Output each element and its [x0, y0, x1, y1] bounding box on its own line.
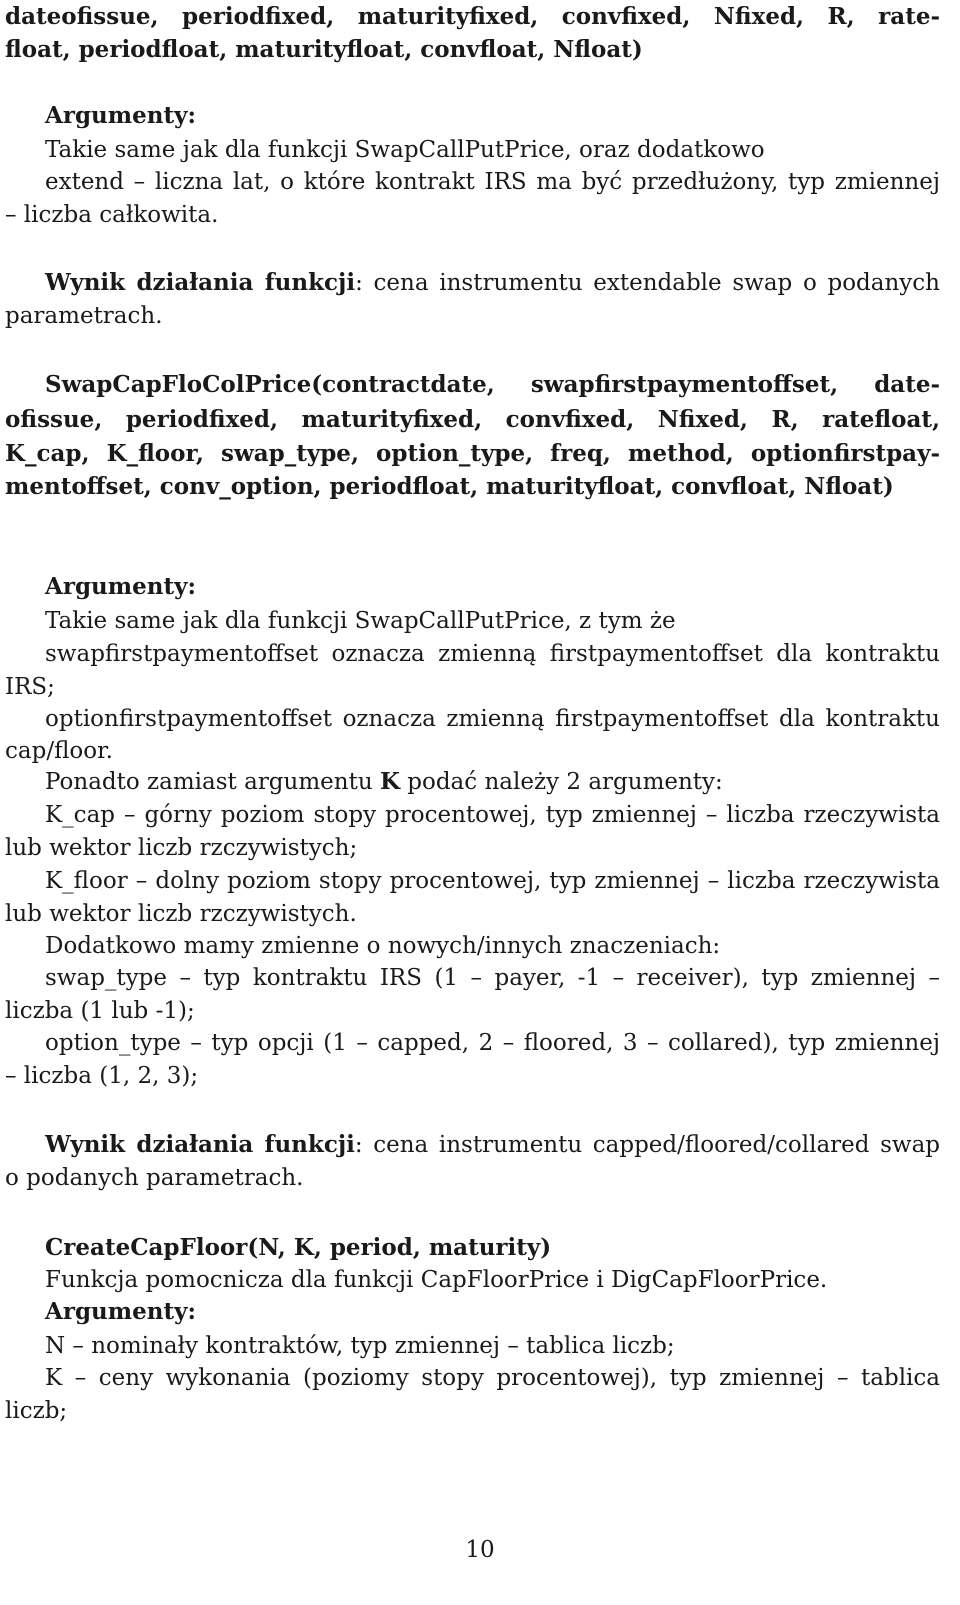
argument-text: Takie same jak dla funkcji SwapCallPutPrice, oraz dodatkowo	[45, 137, 765, 163]
argument-text: option_type – typ opcji (1 – capped, 2 – floored, 3 – collared), typ zmiennej	[45, 1030, 940, 1056]
argument-text-part: podać należy 2 argumenty:	[399, 769, 723, 795]
argument-text: K_floor – dolny poziom stopy procentowej, typ zmiennej – liczba rzeczywista	[45, 868, 940, 894]
argument-text: Dodatkowo mamy zmienne o nowych/innych znaczeniach:	[45, 933, 721, 959]
argument-text: Takie same jak dla funkcji SwapCallPutPrice, z tym że	[45, 608, 676, 634]
argument-text	[45, 767, 723, 797]
argument-text: N – nominały kontraktów, typ zmiennej – tablica liczb;	[45, 1333, 675, 1359]
argument-text-part: Ponadto zamiast argumentu	[45, 769, 380, 795]
signature-continuation-line-1: dateofissue, periodfixed, maturityfixed, convfixed, Nfixed, R, rate-	[5, 3, 940, 30]
argument-text: K_cap – górny poziom stopy procentowej, typ zmiennej – liczba rzeczywista	[45, 802, 940, 828]
function-signature: mentoffset, conv_option, periodfloat, maturityfloat, convfloat, Nfloat)	[5, 473, 894, 500]
argument-text: extend – liczna lat, o które kontrakt IRS ma być przedłużony, typ zmiennej	[45, 169, 940, 195]
result-line	[45, 1130, 940, 1160]
argument-text: liczba (1 lub -1);	[5, 998, 195, 1024]
function-signature: K_cap, K_floor, swap_type, option_type, freq, method, optionfirstpay-	[5, 440, 940, 467]
result-text: : cena instrumentu extendable swap o podanych	[355, 270, 940, 296]
argument-k-bold: K	[379, 768, 400, 795]
function-signature: SwapCapFloColPrice(contractdate, swapfirstpaymentoffset, date-	[45, 371, 940, 398]
arguments-heading: Argumenty:	[45, 102, 196, 129]
arguments-heading: Argumenty:	[45, 573, 196, 600]
result-label: Wynik działania funkcji	[45, 269, 356, 296]
argument-text: swapfirstpaymentoffset oznacza zmienną firstpaymentoffset dla kontraktu	[45, 641, 940, 667]
function-description: Funkcja pomocnicza dla funkcji CapFloorPrice i DigCapFloorPrice.	[45, 1267, 828, 1293]
argument-text: – liczba całkowita.	[5, 202, 219, 228]
argument-text: IRS;	[5, 674, 55, 700]
result-label: Wynik działania funkcji	[45, 1131, 355, 1158]
result-text: : cena instrumentu capped/floored/collared swap	[354, 1132, 940, 1158]
result-text: parametrach.	[5, 303, 163, 329]
argument-text: lub wektor liczb rzczywistych.	[5, 901, 357, 927]
function-signature: CreateCapFloor(N, K, period, maturity)	[45, 1234, 552, 1261]
argument-text: optionfirstpaymentoffset oznacza zmienną firstpaymentoffset dla kontraktu	[45, 706, 940, 732]
page-number: 10	[465, 1537, 495, 1563]
argument-text: lub wektor liczb rzczywistych;	[5, 835, 358, 861]
function-signature: ofissue, periodfixed, maturityfixed, convfixed, Nfixed, R, ratefloat,	[5, 406, 940, 433]
result-line	[45, 268, 940, 298]
arguments-heading: Argumenty:	[45, 1298, 196, 1325]
argument-text: liczb;	[5, 1398, 68, 1424]
argument-text: – liczba (1, 2, 3);	[5, 1063, 199, 1089]
signature-continuation-line-2: float, periodfloat, maturityfloat, convfloat, Nfloat)	[5, 36, 643, 63]
argument-text: cap/floor.	[5, 738, 113, 764]
argument-text: K – ceny wykonania (poziomy stopy procentowej), typ zmiennej – tablica	[45, 1365, 940, 1391]
argument-text: swap_type – typ kontraktu IRS (1 – payer, -1 – receiver), typ zmiennej –	[45, 965, 940, 991]
result-text: o podanych parametrach.	[5, 1165, 304, 1191]
